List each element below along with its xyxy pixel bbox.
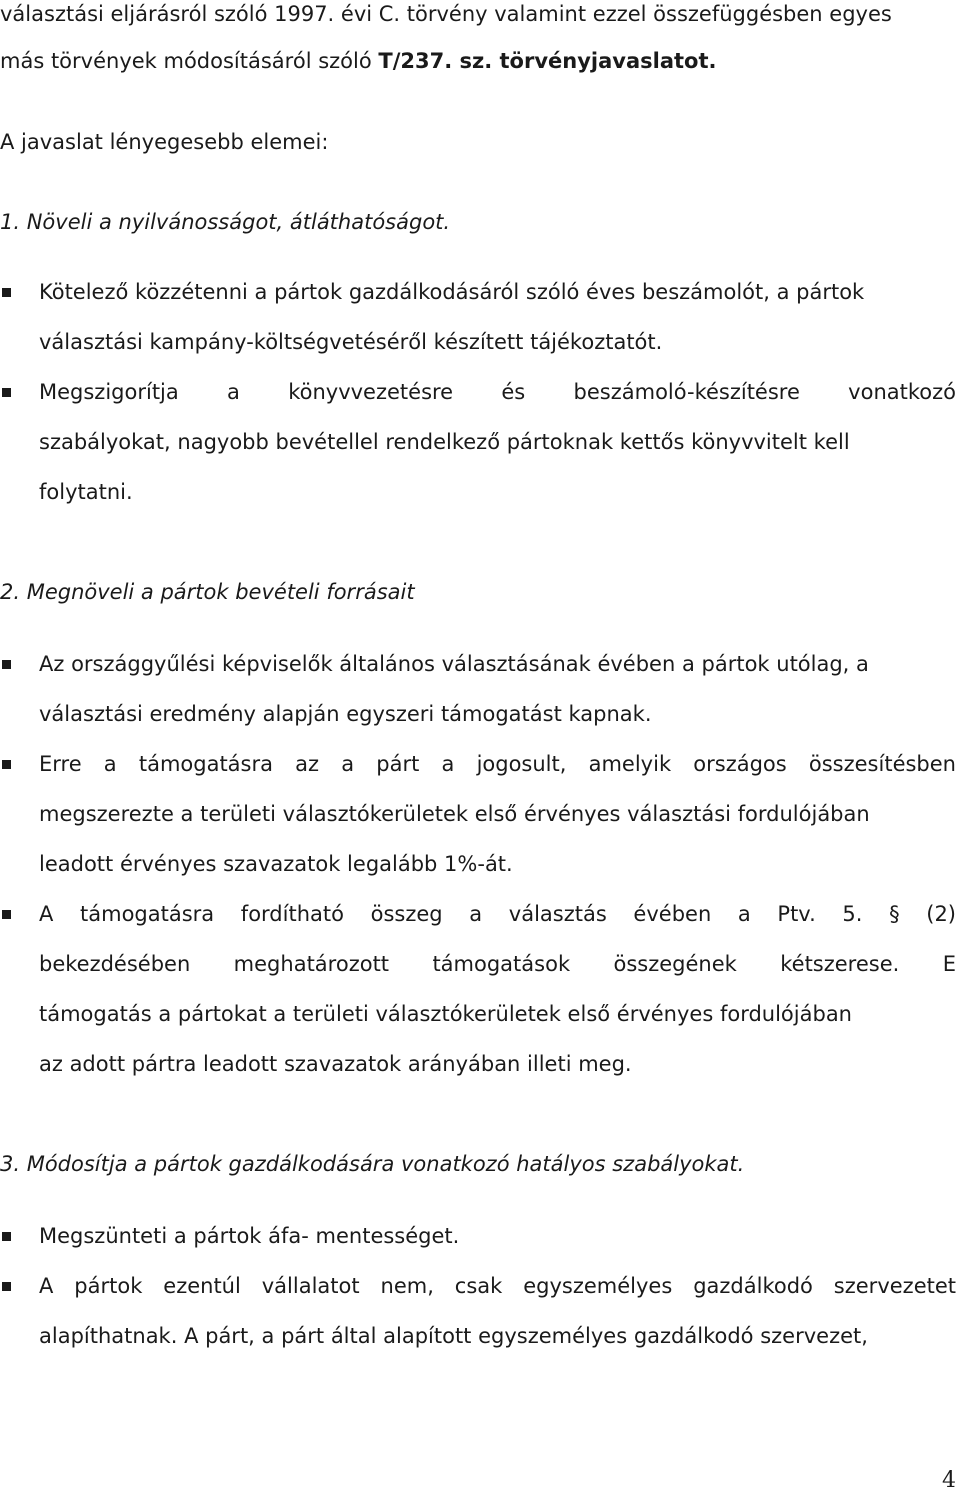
bullet-line: alapíthatnak. A párt, a párt által alapított egyszemélyes gazdálkodó szervezet,: [39, 1324, 868, 1348]
bullet-square-icon: [2, 1232, 11, 1241]
bullet-line: folytatni.: [39, 480, 133, 504]
bullet-square-icon: [2, 288, 11, 297]
bullet-square-icon: [2, 910, 11, 919]
bullet-line: Megszigorítja a könyvvezetésre és beszámoló-készítésre vonatkozó: [39, 380, 956, 404]
bullet-square-icon: [2, 388, 11, 397]
summary-heading: A javaslat lényegesebb elemei:: [0, 130, 329, 154]
section-2-heading: 2. Megnöveli a pártok bevételi forrásait: [0, 580, 415, 604]
bullet-line: Az országgyűlési képviselők általános választásának évében a pártok utólag, a: [39, 652, 869, 676]
bullet-line: Erre a támogatásra az a párt a jogosult, amelyik országos összesítésben: [39, 752, 956, 776]
bullet-line: szabályokat, nagyobb bevétellel rendelkező pártoknak kettős könyvvitelt kell: [39, 430, 850, 454]
section-1-heading: 1. Növeli a nyilvánosságot, átláthatóságot.: [0, 210, 451, 234]
bullet-line: választási eredmény alapján egyszeri támogatást kapnak.: [39, 702, 652, 726]
bullet-line: Megszünteti a pártok áfa- mentességet.: [39, 1224, 460, 1248]
bill-reference: T/237. sz. törvényjavaslatot.: [378, 49, 717, 73]
bullet-line: megszerezte a területi választókerületek első érvényes választási fordulójában: [39, 802, 870, 826]
page-number: 4: [942, 1468, 956, 1493]
intro-line-1: választási eljárásról szóló 1997. évi C. törvény valamint ezzel összefüggésben egyes: [0, 2, 892, 26]
intro-line-2: [0, 47, 716, 75]
bullet-square-icon: [2, 760, 11, 769]
bullet-line: bekezdésében meghatározott támogatások összegének kétszerese. E: [39, 952, 956, 976]
section-3-heading: 3. Módosítja a pártok gazdálkodására vonatkozó hatályos szabályokat.: [0, 1152, 745, 1176]
bullet-line: választási kampány-költségvetéséről készített tájékoztatót.: [39, 330, 663, 354]
bullet-line: támogatás a pártokat a területi választókerületek első érvényes fordulójában: [39, 1002, 852, 1026]
bullet-square-icon: [2, 1282, 11, 1291]
intro-line-2-text: más törvények módosításáról szóló: [0, 49, 379, 73]
bullet-line: az adott pártra leadott szavazatok arányában illeti meg.: [39, 1052, 632, 1076]
bullet-line: A pártok ezentúl vállalatot nem, csak egyszemélyes gazdálkodó szervezetet: [39, 1274, 956, 1298]
bullet-line: leadott érvényes szavazatok legalább 1%-át.: [39, 852, 513, 876]
bullet-line: A támogatásra fordítható összeg a választás évében a Ptv. 5. § (2): [39, 902, 956, 926]
bullet-square-icon: [2, 660, 11, 669]
bullet-line: Kötelező közzétenni a pártok gazdálkodásáról szóló éves beszámolót, a pártok: [39, 280, 865, 304]
